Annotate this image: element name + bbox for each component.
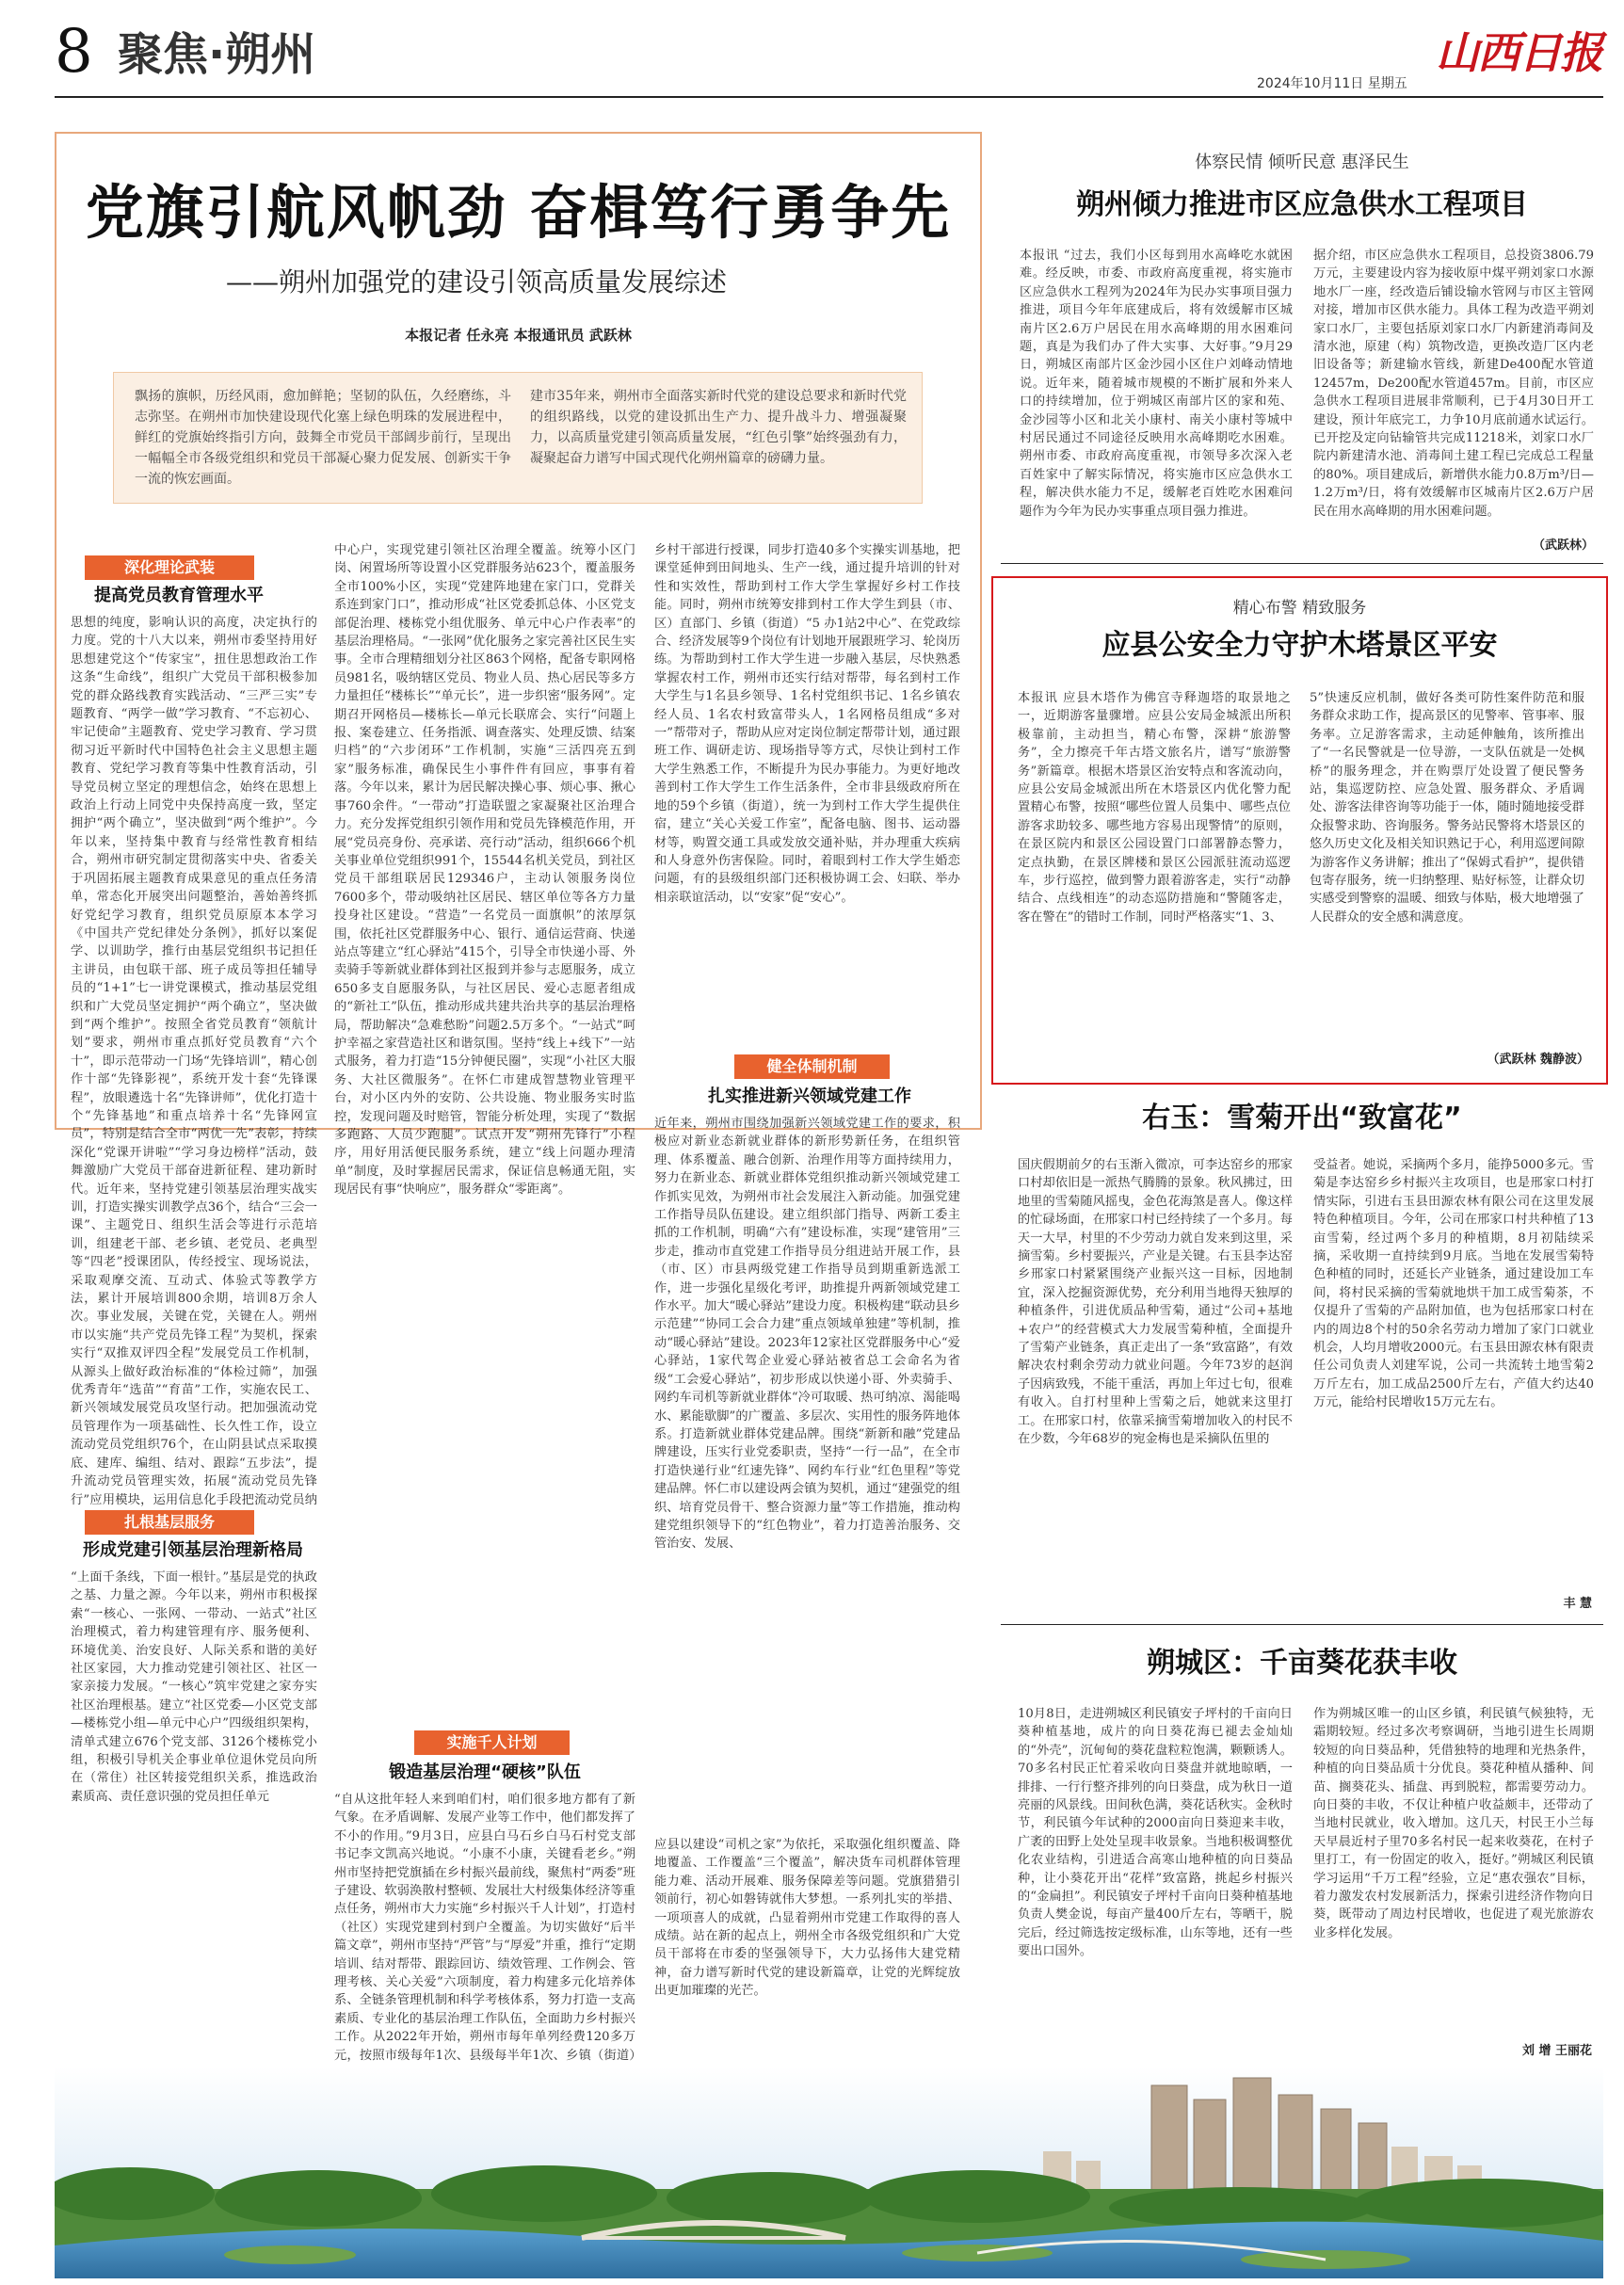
shuocheng-title: 朔城区：千亩葵花获丰收 (1147, 1647, 1457, 1680)
page-header (0, 0, 1624, 104)
water-article (1001, 141, 1603, 555)
lead-intro-right: 建市35年来，朔州市全面落实新时代党的建设总要求和新时代党的组织路线，以党的建设抓出生产力、提升战斗力、增强凝聚力，以高质量党建引领高质量发展，“红色引擎”始终强劲有力，凝聚起奋力谱写中国式现代化朔州篇章的磅礴力量。 (530, 389, 907, 466)
lead-intro-left: 飘扬的旗帜，历经风雨，愈加鲜艳；坚韧的队伍，久经磨练，斗志弥坚。在朔州市加快建设现代化塞上绿色明珠的发展进程中，鲜红的党旗始终指引方向，鼓舞全市党员干部阔步前行，呈现出一幅幅全市各级党组织和党员干部凝心聚力促发展、创新实干争一流的恢宏画面。 (135, 389, 511, 487)
water-title: 朔州倾力推进市区应急供水工程项目 (1076, 188, 1528, 221)
youyu-col-b: 受益者。她说，采摘两个多月，能挣5000多元。雪菊是李达窑乡乡村振兴主攻项目，也是邢家口村打情实际，引进右玉县田源农林有限公司在这里发展特色种植项目。今年，公司在邢家口村共种植了13亩雪菊，经过两个多月的种植期，8月初陆续采摘，采收期一直持续到9月底。当地在发展雪菊特色种植的同时，还延长产业链条，通过建设加工车间，将村民采摘的雪菊就地烘干加工成雪菊茶，不仅提升了雪菊的产品附加值，也为包括邢家口村在内的周边8个村的50余名劳动力增加了家门口就业机会，人均月增收2000元。右玉县田源农林有限责任公司负责人刘建军说，公司一共流转土地雪菊2万斤左右，加工成品2500斤左右，产值大约达40万元，能给村民增收15万元左右。 (1313, 1158, 1594, 1410)
section-tag-theory: 深化理论武装 (85, 555, 254, 580)
police-kicker: 精心布警 精致服务 (1232, 599, 1367, 618)
police-article (991, 576, 1608, 1085)
lead-title: 党旗引航风帆劲 奋楫笃行勇争先 (85, 178, 952, 247)
water-kicker: 体察民情 倾听民意 惠泽民生 (1195, 153, 1409, 172)
lead-col1-text-a: 思想的纯度，影响认识的高度，决定执行的力度。党的十八大以来，朔州市委坚持用好思想建党这个“传家宝”，扭住思想政治工作这条“生命线”，组织广大党员干部积极参加党的群众路线教育实践活动、“三严三实”专题教育、“两学一做”学习教育、“不忘初心、牢记使命”主题教育、党史学习教育、学习贯彻习近平新时代中国特色社会主义思想主题教育、党纪学习教育等集中性教育活动，引导党员树立坚定的理想信念，始终在思想上政治上行动上同党中央保持高度一致，坚定拥护“两个确立”，坚决做到“两个维护”。今年以来，坚持集中教育与经常性教育相结合，朔州市研究制定贯彻落实中央、省委关于巩固拓展主题教育成果意见的重点任务清单，常态化开展突出问题整治，善始善终抓好党纪学习教育，组织党员原原本本学习《中国共产党纪律处分条例》，抓好以案促学、以训助学，推行由基层党组织书记担任主讲员，由包联干部、班子成员等担任辅导员的“1+1”七一讲党课模式，推动基层党组织和广大党员坚定拥护“两个确立”，坚决做到“两个维护”。按照全省党员教育“领航计划”要求，朔州市重点抓好党员教育“六个十”，即示范带动一门场“先锋培训”，精心创作十部“先锋影视”，系统开发十套“先锋课程”，放眼遴选十名“先锋讲师”，优化打造十个“先锋基地”和重点培养十名“先锋网宣员”，特别是结合全市“两优一先”表彰，持续深化“党课开讲啦”“学习身边榜样”活动，鼓舞激励广大党员干部奋进新征程、建功新时代。近年来，坚持党建引领基层治理实战实训，打造实操实训教学点36个，结合“三会一课”、主题党日、组织生活会等进行示范培训，组建老干部、老乡镇、老党员、老典型等“四老”授课团队，传经授宝、现场说法，采取观摩交流、互动式、体验式等教学方法，累计开展培训800余期，培训8万余人次。事业发展，关键在党，关键在人。朔州市以实施“共产党员先锋工程”为契机，探索实行“双推双评四全程”发展党员工作机制，从源头上做好政治标准的“体检过筛”，加强优秀青年“选苗”“育苗”工作，实施农民工、新兴领域发展党员攻坚行动。把加强流动党员管理作为一项基础性、长久性工作，设立流动党员党组织76个，在山阴县试点采取摸底、建库、编组、结对、跟踪“五步法”，提升流动党员管理实效，拓展“流动党员先锋行”应用模块，运用信息化手段把流动党员纳 (71, 616, 317, 1507)
lead-col3-text-b: 近年来，朔州市围绕加强新兴领域党建工作的要求，积极应对新业态新就业群体的新形势新任务，在组织管理、体系覆盖、融合创新、治理作用等方面持续用力，努力在新业态、新就业群体党组织推动新兴领域党建工作抓实见效，为朔州市社会发展注入新动能。加强党建工作指导员队伍建设。建立组织部门指导、两新工委主抓的工作机制，明确“六有”建设标准，实现“建管用”三步走，推动市直党建工作指导员分组进站开展工作，县（市、区）市县两级党建工作指导员到期重新选派工作，进一步强化星级化考评，助推提升两新领域党建工作水平。加大“暖心驿站”建设力度。积极构建“联动县乡示范建”“协同工会合力建”重点领域单独建”等机制，推动“暖心驿站”建设。2023年12家社区党群服务中心“爱心驿站，1家代驾企业爱心驿站被省总工会命名为省级“工会爱心驿站”，初步形成以快递小哥、外卖骑手、网约车司机等新就业群体“冷可取暖、热可纳凉、渴能喝水、累能歇脚”的广覆盖、多层次、实用性的服务阵地体系。打造新就业群体党建品牌。围绕“新新和融”党建品牌建设，压实行业党委职责，坚持“一行一品”，在全市打造快递行业“红速先锋”、网约车行业“红色里程”等党建品牌。怀仁市以建设两会镇为契机，通过“建强党的组织、培育党员骨干、整合资源力量”等工作措施，推动构建党组织领导下的“红色物业”，着力打造善治服务、交管治安、发展、 (654, 1117, 960, 1552)
police-credit: （武跃林 魏静波） (1487, 1053, 1589, 1067)
lead-col3-text-c: 应县以建设“司机之家”为依托，采取强化组织覆盖、降地覆盖、工作覆盖“三个覆盖”，解决货车司机群体管理能力难、活动开展难、服务保障差等问题。党旗猎猎引领前行，初心如磐铸就伟大梦想。一系列扎实的举措、一项项喜人的成就，凸显着朔州市党建工作取得的喜人成绩。站在新的起点上，朔州全市各级党组织和广大党员干部将在市委的坚强领导下，大力弘扬伟大建党精神，奋力谱写新时代党的建设新篇章，让党的光辉绽放出更加璀璨的光芒。 (654, 1838, 960, 1999)
page-number: 8 (55, 17, 93, 87)
water-col-b: 据介绍，市区应急供水工程项目，总投资3806.79万元，主要建设内容为接收原中煤平朔刘家口水源地水厂一座，经改造后铺设输水管网与市区主管网对接，增加市区供水能力。具体工程为改造平朔刘家口水厂，主要包括原刘家口水厂内新建消毒间及清水池，原建（构）筑物改造，更换改造厂区内老旧设备等；新建输水管线，新建De400配水管道12457m，De200配水管道457m。目前，市区应急供水工程项目进展非常顺利，已于4月30日开工建设，预计年底完工，力争10月底前通水试运行。已开挖及定向钻输管共完成11218米，刘家口水厂院内新建清水池、消毒间土建工程已完成总工程量的80%。项目建成后，新增供水能力0.8万m³/日—1.2万m³/日，将有效缓解市区城南片区2.6万户居民在用水高峰期的用水困难问题。 (1313, 249, 1594, 519)
lead-col2-text-a: 中心户，实现党建引领社区治理全覆盖。统筹小区门岗、闲置场所等设置小区党群服务站623个，覆盖服务全市100%小区，实现“党建阵地建在家门口，党群关系连到家门口”，推动形成“社区党委抓总体、小区党支部促治理、楼栋党小组优服务、单元中心户作表率”的基层治理格局。“一张网”优化服务之家完善社区民生实事。全市合理精细划分社区863个网格，配备专职网格员981名，吸纳辖区党员、物业人员、热心居民等多方力量担任“楼栋长”“单元长”，进一步织密“服务网”。定期召开网格员—楼栋长—单元长联席会、实行“问题上报、案卷建立、任务指派、调查落实、处理反馈、结案归档”的“六步闭环”工作机制，实施“三活四亮五到家”服务标准，确保民生小事件件有回应，事事有着落。今年以来，累计为居民解决操心事、烦心事、揪心事760余件。“一带动”打造联盟之家凝聚社区治理合力。充分发挥党组织引领作用和党员先锋模范作用，开展“党员亮身份、亮承诺、亮行动”活动，组织666个机关事业单位党组织991个，15544名机关党员，到社区党员干部组联居民129346户，主动认领服务岗位7600多个，带动吸纳社区居民、辖区单位等各方力量投身社区建设。“营造”一名党员一面旗帜”的浓厚氛围，依托社区党群服务中心、银行、通信运营商、快递站点等建立“红心驿站”415个，引导全市快递小哥、外卖骑手等新就业群体到社区报到并参与志愿服务，成立650多支自愿服务队，与社区居民、爱心志愿者组成的“新社工”队伍，推动形成共建共治共享的基层治理格局，帮助解决“急难愁盼”问题2.5万多个。“一站式”呵护幸福之家营造社区和谐氛围。坚持“线上+线下”一站式服务，着力打造“15分钟便民圈”，实现“小社区大服务、大社区微服务”。在怀仁市建成智慧物业管理平台，对小区内外的安防、公共设施、物业服务实时监控，发现问题及时赔管，智能分析处理，实现了“数据多跑路、人员少跑腿”。试点开发“朔州先锋行”小程序，用好用活便民服务系统，建立“线上问题办理清单”制度，及时掌握居民需求，保证信息畅通无阻，实现居民有事“快响应”，服务群众“零距离”。 (334, 543, 635, 1198)
water-credit: （武跃林） (1532, 539, 1594, 553)
masthead-logo: 山西日报 (1436, 27, 1601, 78)
shuocheng-credit: 刘 增 王丽花 (1521, 2044, 1592, 2058)
header-date: 2024年10月11日 星期五 (1257, 76, 1407, 91)
youyu-credit: 丰 慧 (1563, 1597, 1592, 1611)
youyu-col-a: 国庆假期前夕的右玉渐入微凉，可李达窑乡的邢家口村却依旧是一派热气腾腾的景象。秋风拂过，田地里的雪菊随风摇曳，金色花海煞是喜人。像这样的忙碌场面，在邢家口村已经持续了一个多月。每天一大早，村里的不少劳动力就自发来到这里，采摘雪菊。乡村要振兴，产业是关键。右玉县李达窑乡邢家口村紧紧围绕产业振兴这一目标，因地制宜，深入挖掘资源优势，充分利用当地得天独厚的种植条件，引进优质品种雪菊，通过“公司+基地+农户”的经营模式大力发展雪菊种植，全面提升了雪菊产业链条，真正走出了一条“致富路”，有效解决农村剩余劳动力就业问题。今年73岁的赵润子因病致残，不能干重活，再加上年过七旬，很难有收入。自打村里种上雪菊之后，她就来这里打工。在邢家口村，依靠采摘雪菊增加收入的村民不在少数，今年68岁的宛金梅也是采摘队伍里的 (1018, 1158, 1293, 1447)
lead-col1-text-b: “上面千条线，下面一根针。”基层是党的执政之基、力量之源。今年以来，朔州市积极探索“一核心、一张网、一带动、一站式”社区治理模式，着力构建管理有序、服务便利、环境优美、治安良好、人际关系和谐的美好社区家园，大力推动党建引领社区、社区一家亲接力发展。“一核心”筑牢党建之家夯实社区治理根基。建立“社区党委—小区党支部—楼栋党小组—单元中心户”四级组织架构，清单式建立676个党支部、3126个楼栋党小组，积极引导机关企事业单位退休党员向所在（常住）社区转接党组织关系，推选政治素质高、责任意识强的党员担任单元 (71, 1570, 317, 1804)
shuocheng-col-a: 10月8日，走进朔城区利民镇安子坪村的千亩向日葵种植基地，成片的向日葵花海已褪去金灿灿的“外壳”，沉甸甸的葵花盘粒粒饱满，颗颗诱人。70多名村民正忙着采收向日葵盘并就地晾晒，一排排、一行行整齐排列的向日葵盘，成为秋日一道亮丽的风景线。田间秋色满，葵花话秋实。金秋时节，利民镇今年试种的2000亩向日葵迎来丰收，广袤的田野上处处呈现丰收景象。当地积极调整优化农业结构，引进适合高寒山地种植的向日葵品种，让小葵花开出“花样”致富路，挑起乡村振兴的“金扁担”。利民镇安子坪村千亩向日葵种植基地负责人樊金说，每亩产量400斤左右，等晒干，脱完后，经过筛选按定级标准，山东等地，还有一些要出口国外。 (1018, 1707, 1293, 1959)
youyu-article (1001, 1092, 1603, 1619)
police-title: 应县公安全力守护木塔景区平安 (1101, 629, 1498, 662)
section-heading-thousand: 锻造基层治理“硬核”队伍 (389, 1762, 581, 1782)
lead-intro (113, 372, 923, 504)
youyu-title: 右玉：雪菊开出“致富花” (1142, 1102, 1462, 1134)
water-col-a: 本报讯 “过去，我们小区每到用水高峰吃水就困难。经反映，市委、市政府高度重视，将实施市区应急供水工程列为2024年为民办实事项目强力推进，项目今年年底建成后，将有效缓解市区城南片区2.6万户居民在用水高峰期的用水困难问题，真是为我们办了件大实事、大好事。”9月29日，朔城区南部片区金沙园小区住户刘峰动情地说。近年来，随着城市规模的不断扩展和外来人口的持续增加，位于朔城区南部片区的家和苑、金沙园等小区和北关小康村、南关小康村等城中村居民通过不同途径反映用水高峰期吃水困难。朔州市委、市政府高度重视，市领导多次深入老百姓家中了解实际情况，将实施市区应急供水工程，解决供水能力不足，缓解老百姓吃水困难问题作为今年为民办实事重点项目强力推进。 (1020, 249, 1293, 519)
youyu-rule (1001, 1624, 1603, 1625)
section-tag-mechanism: 健全体制机制 (734, 1054, 890, 1079)
lead-col2-text-b: “自从这批年轻人来到咱们村，咱们很多地方都有了新气象。在矛盾调解、发展产业等工作中，他们都发挥了不小的作用。”9月3日，应县白马石乡白马石村党支部书记李文凯高兴地说。“小康不小康，关键看老乡。”朔州市坚持把党旗插在乡村振兴最前线，聚焦村“两委”班子建设、软弱涣散村整顿、发展壮大村级集体经济等重点任务，朔州市大力实施“乡村振兴千人计划”，打造村（社区）实现党建到村到户全覆盖。为切实做好“后半篇文章”，朔州市坚持“严管”与“厚爱”并重，推行“定期培训、结对帮带、跟踪回访、绩效管理、工作例会、管理考核、关心关爱”六项制度，着力构建多元化培养体系、全链条管理机制和科学考核体系，努力打造一支高素质、专业化的基层治理工作队伍，全面助力乡村振兴工作。从2022年开始，朔州市每年单列经费120多万元，按照市级每年1次、县级每半年1次、乡镇（街道） (334, 1793, 635, 2063)
city-lake-photo (55, 2067, 1603, 2278)
police-col-b: 5”快速反应机制，做好各类可防性案件防范和服务群众求助工作，提高景区的见警率、管事率、服务率。立足游客需求，主动延伸触角，该所推出了“一名民警就是一位导游，一支队伍就是一处枫桥”的服务理念，并在购票厅处设置了便民警务站，集巡逻防控、应急处置、服务群众、矛盾调处、游客法律咨询等功能于一体，随时随地接受群众报警求助、咨询服务。警务站民警将木塔景区的悠久历史文化及相关知识熟记于心，利用巡逻间隙为游客作义务讲解；推出了“保姆式看护”，提供错包寄存服务，统一归纳整理、贴好标签，让群众切实感受到警察的温暖、细致与体贴，极大地增强了人民群众的安全感和满意度。 (1310, 691, 1584, 925)
water-rule (1001, 563, 1603, 564)
section-heading-theory: 提高党员教育管理水平 (94, 586, 264, 605)
section-heading-grassroots: 形成党建引领基层治理新格局 (83, 1540, 303, 1560)
section-tag-grassroots: 扎根基层服务 (85, 1510, 254, 1535)
police-col-a: 本报讯 应县木塔作为佛宫寺释迦塔的取景地之一，近期游客量骤增。应县公安局金城派出所积极靠前，主动担当，精心布警，深耕“旅游警务”，全力擦亮千年古塔文旅名片，谱写“旅游警务”新篇章。根据木塔景区治安特点和客流动向，应县公安局金城派出所在木塔景区内优化警力配置精心布警，按照“哪些位置人员集中、哪些点位游客求助较多、哪些地方容易出现警情”的原则，在景区院内和景区公园设置门口部署静态警力，定点执勤，在景区牌楼和景区公园派驻流动巡逻车，步行巡控，做到警力跟着游客走，实行“动静结合、点线相连”的动态巡防措施和“警随客走，客在警在”的错时工作制，同时严格落实“1、3、 (1018, 691, 1291, 925)
lead-byline: 本报记者 任永亮 本报通讯员 武跃林 (405, 327, 632, 344)
section-tag-thousand: 实施千人计划 (414, 1730, 570, 1755)
section-title: 聚焦·朔州 (118, 28, 316, 81)
shuocheng-article (1001, 1633, 1603, 2068)
lead-col3-text-a: 乡村干部进行授课，同步打造40多个实操实训基地，把课堂延伸到田间地头、生产一线，通过提升培训的针对性和实效性，帮助到村工作大学生掌握好乡村工作技能。同时，朔州市统筹安排到村工作大学生到县（市、区）直部门、乡镇（街道）“5 办1站2中心”、在党政综合、经济发展等9个岗位有计划地开展跟班学习、轮岗历练。为帮助到村工作大学生进一步融入基层，尽快熟悉掌握农村工作，朔州市还实行结对帮带，每名到村工作大学生与1名县乡领导、1名村党组织书记、1名乡镇农经人员、1名农村致富带头人，1名网格员组成“多对一”帮带对子，帮助从应对定岗位制定帮带计划，通过跟班工作、调研走访、现场指导等方式，尽快让到村工作大学生熟悉工作，不断提升为民办事能力。为更好地改善到村工作大学生工作生活条件，全市非县级政府所在地的59个乡镇（街道），统一为到村工作大学生提供住宿，建立“关心关爱工作室”，配备电脑、图书、运动器材等，购置交通工具或发放交通补贴，并办理重大疾病和人身意外伤害保险。同时，着眼到村工作大学生婚恋问题，有的县级组织部门还积极协调工会、妇联、举办相亲联谊活动，以“安家”促“安心”。 (654, 543, 960, 905)
lead-subtitle: ——朔州加强党的建设引领高质量发展综述 (226, 266, 728, 298)
city-lake-illustration (55, 2067, 1603, 2278)
section-heading-mechanism: 扎实推进新兴领域党建工作 (708, 1086, 911, 1106)
header-rule (55, 96, 1603, 98)
shuocheng-col-b: 作为朔城区唯一的山区乡镇，利民镇气候独特，无霜期较短。经过多次考察调研，当地引进生长周期较短的向日葵品种，凭借独特的地理和光热条件，种植的向日葵品质十分优良。葵花种植从播种、间苗、搁葵花头、插盘、再到脱粒，都需要劳动力。向日葵的丰收，不仅让种植户收益颇丰，还带动了当地村民就业，收入增加。这几天，村民王小兰每天早晨近村子里70多名村民一起来收葵花，在村子里打工，有一份固定的收入，挺好。”朔城区利民镇学习运用“千万工程”经验，立足“惠农强农”目标，着力激发农村发展新活力，探索引进经济作物向日葵，既带动了周边村民增收，也促进了观光旅游农业多样化发展。 (1313, 1707, 1594, 1940)
